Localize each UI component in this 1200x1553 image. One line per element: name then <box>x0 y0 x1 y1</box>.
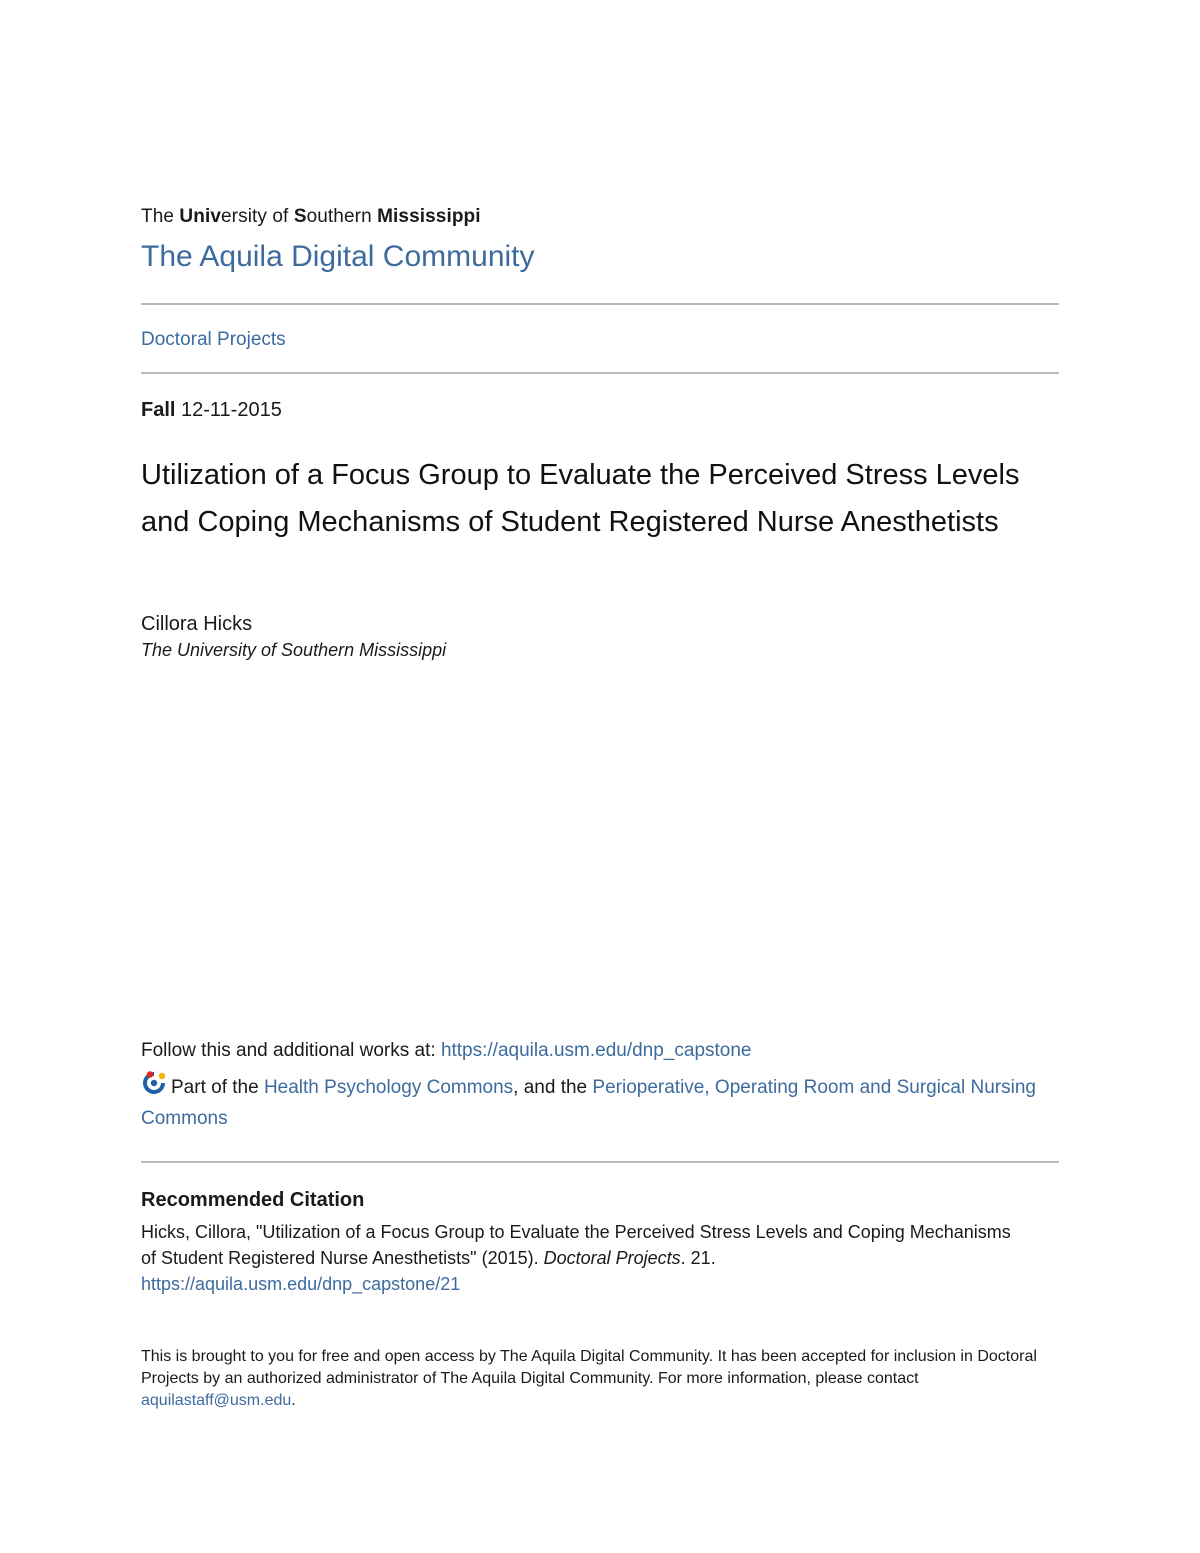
citation-body: Hicks, Cillora, "Utilization of a Focus Group to Evaluate the Perceived Stress Levels and Coping Mechanisms of Student Registered Nurse Anesthetists" (2015). <box>141 1222 1011 1268</box>
university-name-part: Mississippi <box>377 206 481 227</box>
citation-url-link[interactable]: https://aquila.usm.edu/dnp_capstone/21 <box>141 1274 461 1294</box>
author-name: Cillora Hicks <box>141 613 253 635</box>
date-value: 12-11-2015 <box>181 399 282 421</box>
access-statement-end: . <box>291 1392 296 1409</box>
author-affiliation: The University of Southern Mississippi <box>141 640 447 660</box>
publication-date <box>141 399 282 422</box>
part-of-line <box>141 1070 1061 1134</box>
university-name-part: S <box>293 206 307 227</box>
date-season: Fall <box>141 399 176 421</box>
divider-series <box>141 372 1059 374</box>
perioperative-nursing-commons-link[interactable]: Perioperative, Operating Room and Surgical Nursing Commons <box>141 1077 1036 1129</box>
health-psychology-commons-link[interactable]: Health Psychology Commons <box>263 1077 514 1098</box>
access-statement <box>141 1346 1051 1412</box>
contact-email-link[interactable]: aquilastaff@usm.edu <box>141 1392 292 1409</box>
university-name-part: The <box>141 206 180 227</box>
citation-heading: Recommended Citation <box>141 1189 365 1211</box>
collection-url-link[interactable]: https://aquila.usm.edu/dnp_capstone <box>440 1040 752 1061</box>
site-title[interactable]: The Aquila Digital Community <box>141 240 535 273</box>
divider-citation <box>141 1161 1059 1163</box>
follow-prefix: Follow this and additional works at: <box>141 1040 441 1061</box>
divider-top <box>141 303 1059 305</box>
part-of-middle: , and the <box>513 1077 593 1098</box>
series-link[interactable]: Doctoral Projects <box>141 329 286 350</box>
university-name-part: ersity of <box>221 206 294 227</box>
university-name <box>141 206 481 228</box>
citation-number: . 21. <box>680 1248 716 1268</box>
access-statement-text: This is brought to you for free and open access by The Aquila Digital Community. It has been accepted for inclusion in Doctoral Projects by an authorized administrator of The Aquila Digital Community. For more information, please contact <box>141 1348 1037 1387</box>
university-name-part: outhern <box>306 206 378 227</box>
part-of-prefix: Part of the <box>171 1077 264 1098</box>
citation-text <box>141 1219 1021 1297</box>
university-name-part: Univ <box>179 206 221 227</box>
commons-network-icon <box>141 1070 167 1096</box>
document-title: Utilization of a Focus Group to Evaluate the Perceived Stress Levels and Coping Mechanisms of Student Registered Nurse Anesthetists <box>141 459 1020 538</box>
follow-line <box>141 1040 752 1062</box>
citation-journal: Doctoral Projects <box>543 1248 681 1268</box>
